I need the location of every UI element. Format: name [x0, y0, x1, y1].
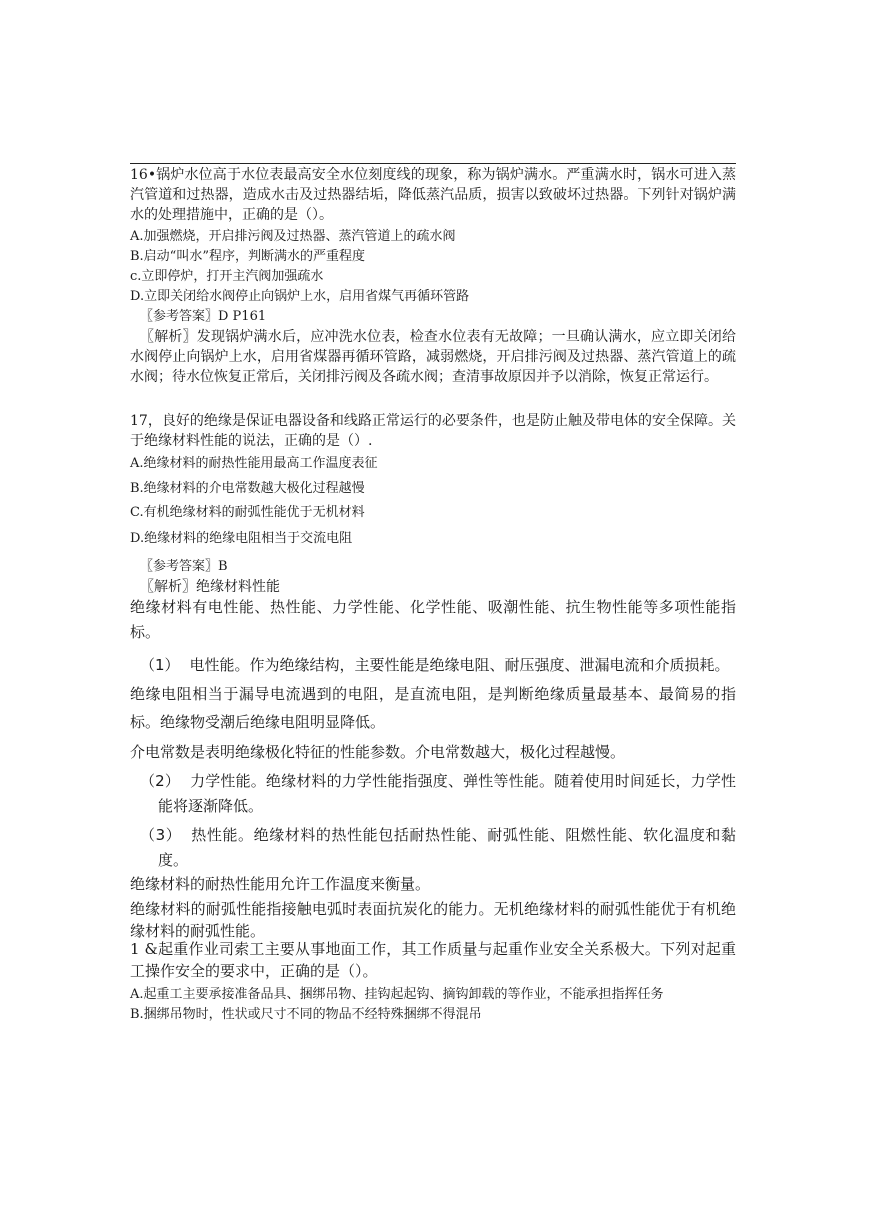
- q16-option-d: D.立即关闭给水阀停止向锅炉上水，启用省煤气再循环管路: [130, 289, 470, 304]
- q17-option-c: C.有机绝缘材料的耐弧性能优于无机材料: [130, 505, 365, 520]
- q17-analysis-body: [130, 595, 736, 942]
- question-18: [130, 938, 736, 1025]
- q17-option-a: A.绝缘材料的耐热性能用最高工作温度表征: [130, 456, 378, 471]
- question-16: [130, 165, 736, 387]
- q16-stem: 16•锅炉水位高于水位表最高安全水位刻度线的现象，称为锅炉满水。严重满水时，锅水可进入蒸汽管道和过热器，造成水击及过热器结垢，降低蒸汽品质，损害以致破坏过热器。下列针对锅炉满水的处理措施中，正确的是（）。: [130, 167, 736, 223]
- item-number: （1）: [140, 656, 180, 674]
- q17-option-b: B.绝缘材料的介电常数越大极化过程越慢: [130, 481, 365, 496]
- q16-option-b: B.启动“叫水”程序，判断满水的严重程度: [130, 249, 365, 264]
- q17-dielectric: 介电常数是表明绝缘极化特征的性能参数。介电常数越大，极化过程越慢。: [130, 743, 626, 761]
- q16-answer: 〖参考答案〗D P161: [140, 309, 267, 324]
- q18-stem: 1 &起重作业司索工主要从事地面工作，其工作质量与起重作业安全关系极大。下列对起重工操作安全的要求中，正确的是（）。: [130, 940, 736, 980]
- q17-intro: 绝缘材料有电性能、热性能、力学性能、化学性能、吸潮性能、抗生物性能等多项性能指标。: [130, 598, 736, 641]
- q17-analysis-title: 〖解析〗绝缘材料性能: [140, 579, 280, 595]
- q17-item-1: [130, 653, 736, 678]
- item-text: 电性能。作为绝缘结构，主要性能是绝缘电阻、耐压强度、泄漏电流和介质损耗。: [189, 656, 730, 674]
- q17-heat: 绝缘材料的耐热性能用允许工作温度来衡量。: [130, 875, 431, 893]
- q17-arc: 绝缘材料的耐弧性能指接触电弧时表面抗炭化的能力。无机绝缘材料的耐弧性能优于有机绝缘材料的耐弧性能。: [130, 900, 736, 940]
- q17-item-3: [130, 823, 736, 873]
- q18-option-a: A.起重工主要承接准备品具、捆绑吊物、挂钩起起钩、摘钩卸载的等作业，不能承担指挥任务: [130, 987, 664, 1002]
- q17-resistance: 绝缘电阻相当于漏导电流遇到的电阻，是直流电阻，是判断绝缘质量最基本、最简易的指标。绝缘物受潮后绝缘电阻明显降低。: [130, 685, 736, 731]
- q17-item-2: [130, 769, 736, 819]
- q17-option-d: D.绝缘材料的绝缘电阻相当于交流电阻: [130, 531, 353, 546]
- q16-option-a: A.加强燃烧，开启排污阀及过热器、蒸汽管道上的疏水阀: [130, 229, 456, 244]
- q17-answer: 〖参考答案〗B: [140, 559, 228, 574]
- q16-option-c: c.立即停炉，打开主汽阀加强疏水: [130, 269, 324, 284]
- item-number: （2）: [140, 772, 181, 790]
- question-17: [130, 411, 736, 597]
- q16-analysis: 〖解析〗发现锅炉满水后，应冲洗水位表，检查水位表有无故障；一旦确认满水，应立即关闭给水阀停止向锅炉上水，启用省煤器再循环管路，减弱燃烧，开启排污阀及过热器、蒸汽管道上的疏水阀；待水位恢复正常后，关闭排污阀及各疏水阀；查清事故原因并予以消除，恢复正常运行。: [130, 329, 736, 385]
- q18-option-b: B.捆绑吊物时，性状或尺寸不同的物品不经特殊捆绑不得混吊: [130, 1007, 482, 1022]
- item-text: 力学性能。绝缘材料的力学性能指强度、弹性等性能。随着使用时间延长，力学性能将逐渐降低。: [158, 772, 736, 815]
- item-number: （3）: [140, 826, 182, 844]
- q17-stem: 17，良好的绝缘是保证电器设备和线路正常运行的必要条件，也是防止触及带电体的安全保障。关于绝缘材料性能的说法，正确的是（）.: [130, 413, 736, 449]
- item-text: 热性能。绝缘材料的热性能包括耐热性能、耐弧性能、阻燃性能、软化温度和黏度。: [158, 826, 736, 869]
- header-rule: [130, 163, 736, 164]
